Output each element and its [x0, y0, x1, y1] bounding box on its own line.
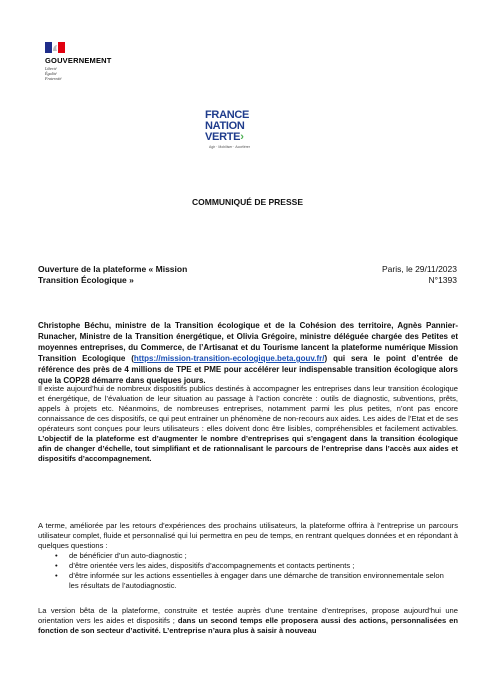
release-number: N°1393	[428, 275, 457, 285]
marianne-flag-icon	[45, 42, 65, 53]
government-name: GOUVERNEMENT	[45, 56, 112, 65]
lead-paragraph: Christophe Béchu, ministre de la Transition écologique et de la Cohésion des territoire, Agnès Pannier-Runacher, Ministre de la Transition énergétique, et Olivia Grégoire, ministre déléguée chargée des Petites et moyennes entreprises, du Commerce, de l’Artisanat et du Tourisme lancent la plateforme numérique Mission Transition Ecologique (https://mission-transition-ecologique.beta.gouv.fr/) qui sera le point d’entrée de référence des près de 4 millions de TPE et PME pour accélérer leur indispensable transition écologique alors que la COP28 démarre dans quelques jours.	[38, 321, 458, 385]
france-nation-verte-logo: FRANCE NATION VERTE› Agir · Mobiliser · Accélérer	[205, 109, 251, 149]
paragraph-context: Il existe aujourd’hui de nombreux dispositifs publics destinés à accompagner les entreprises dans leur transition écologique et énergétique, de l’évaluation de leur situation au passage à l’action concrète : outils de diagnostic, subventions, prêts, appels à projets etc. Néanmoins, de nombreuses entreprises, notamment parmi les plus petites, n’ont pas encore connaissance de ces dispositifs, ce qui peut entrainer un phénomène de non-recours aux aides. Les aides de l’Etat et de ses opérateurs sont conçues pour leurs utilisateurs : elles doivent donc être lisibles, compréhensibles et facilement activables. L’objectif de la plateforme est d’augmenter le nombre d’entreprises qui s’engagent dans la transition écologique afin de changer d’échelle, tout simplifiant et de rationnalisant le parcours de l’entreprise dans l’accès aux aides et dispositifs d’accompagnement.	[38, 384, 458, 463]
release-title: Ouverture de la plateforme « Mission Transition Écologique »	[38, 264, 188, 285]
date-block	[382, 264, 457, 286]
list-item: • d’être orientée vers les aides, dispositifs d’accompagnements et contacts pertinents ;	[55, 561, 455, 571]
paragraph-beta: La version bêta de la plateforme, construite et testée auprès d’une trentaine d’entreprises, propose aujourd’hui une orientation vers les aides et dispositifs ; dans un second temps elle proposera aussi des actions, personnalisées en fonction de son secteur d’activité. L’entreprise n’aura plus à saisir à nouveau	[38, 606, 458, 635]
press-release-label: COMMUNIQUÉ DE PRESSE	[192, 197, 303, 207]
feature-list	[55, 551, 455, 591]
government-motto: Liberté Égalité Fraternité	[45, 66, 62, 81]
list-item: • d’être informée sur les actions essentielles à engager dans une démarche de transition environnementale selon les résultats de l’autodiagnostic.	[55, 571, 455, 591]
mission-link[interactable]: https://mission-transition-ecologique.beta.gouv.fr/	[133, 354, 325, 363]
paragraph-goal: A terme, améliorée par les retours d’expériences des prochains utilisateurs, la plateforme offrira à l’entreprise un parcours utilisateur complet, fluide et personnalisé qui lui permettra en peu de temps, en rentrant quelques données et en répondant à quelques questions :	[38, 521, 458, 550]
list-item: • de bénéficier d’un auto-diagnostic ;	[55, 551, 455, 561]
release-date: Paris, le 29/11/2023	[382, 264, 457, 274]
